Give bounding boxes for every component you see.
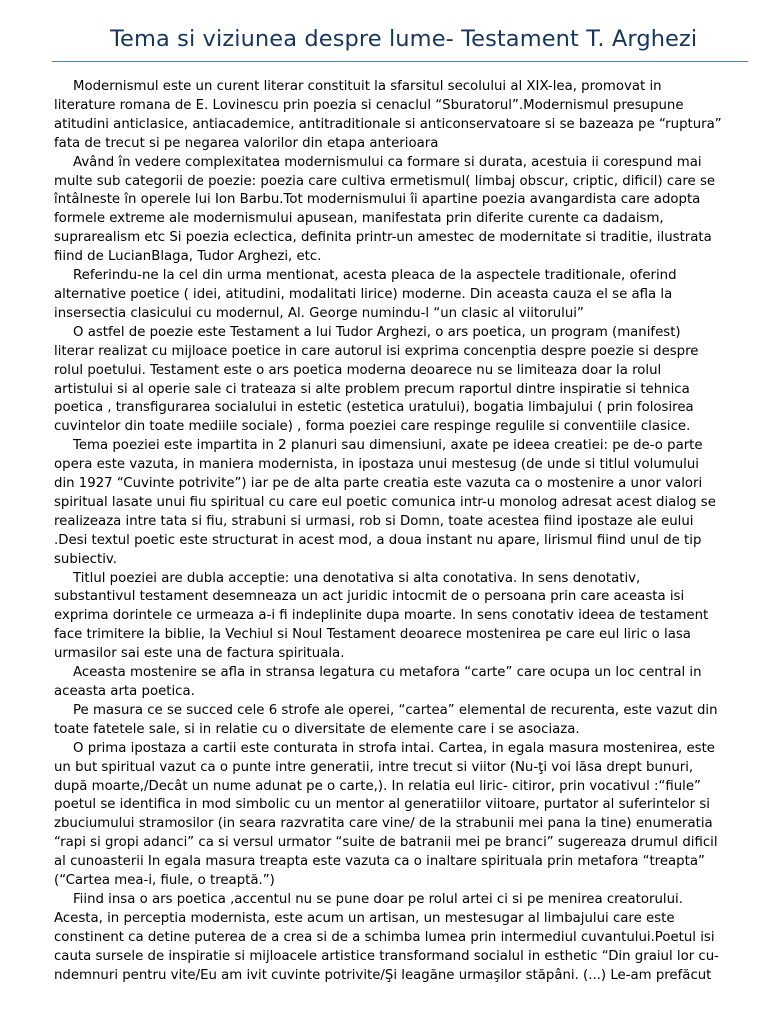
text-line: zbuciumului stramosilor (in seara razvratita care vine/ de la strabunii mei pana la tine) enumeratia [54,816,713,832]
title-divider [52,61,748,62]
text-line: insersectia clasicului cu modernul, Al. George numindu-l “un clasic al viitorului” [54,305,584,321]
text-line: Aceasta mostenire se afla in stransa legatura cu metafora “carte” care ocupa un loc central in [73,665,702,681]
text-line: cuvintelor din toate mediile sociale) , forma poeziei care respinge regulile si conventiile clasice. [54,419,691,435]
text-line: Fiind insa o ars poetica ,accentul nu se pune doar pe rolul artei ci si pe menirea creatorului. [73,891,683,907]
text-line: Pe masura ce se succed cele 6 strofe ale operei, “cartea” elemental de recurenta, este vazut din [73,702,718,718]
text-line: fiind de LucianBlaga, Tudor Arghezi, etc. [54,249,322,265]
text-line: fata de trecut si pe negarea valorilor din etapa anterioara [54,135,439,151]
text-line: din 1927 “Cuvinte potrivite”) iar pe de alta parte creatia este vazuta ca o mostenire a unor valori [54,476,703,492]
text-line: întâlneste în operele lui Ion Barbu.Tot modernismului îi apartine poezia avangardista care adopta [54,192,701,208]
text-line: Modernismul este un curent literar constituit la sfarsitul secolului al XIX-lea, promovat in [73,79,662,94]
paragraph [54,570,754,665]
text-line: formele extreme ale modernismului apusean, manifestata prin diferite curente ca dadaism, [54,211,664,227]
text-line: subiectiv. [54,551,117,567]
paragraph [54,78,754,154]
text-line: artistului si al operie sale ci trateaza si alte problem precum raportul dintre inspiratie si tehnica [54,381,690,397]
text-line: literature romana de E. Lovinescu prin poezia si cenaclul “Sburatorul”.Modernismul presupune [54,97,684,113]
text-line: constinent ca detine puterea de a crea si de a schimba lumea prin intermediul cuvantului.Poetul isi [54,929,715,945]
text-line: rolul poetului. Testament este o ars poetica moderna deoarece nu se limiteaza doar la rolul [54,362,662,378]
text-line: substantivul testament desemneaza un act juridic intocmit de o persoana prin care aceasta isi [54,589,685,605]
paragraph [54,702,754,740]
text-line: .Desi textul poetic este structurat in acest mod, a doua instant nu apare, lirismul fiind unul de tip [54,532,702,548]
paragraph [54,154,754,267]
text-line: O astfel de poezie este Testament a lui Tudor Arghezi, o ars poetica, un program (manifest) [73,324,681,340]
text-line: un but spiritual vazut ca o punte intre generatii, intre trecut si viitor (Nu-ţi voi lăsa drept bunuri, [54,759,694,775]
paragraph [54,437,754,569]
text-line: toate fatetele sale, si in relatie cu o diversitate de elemente care i se asociaza. [54,721,580,737]
text-line: alternative poetice ( idei, atitudini, modalitati lirice) moderne. Din aceasta cauza el se afla la [54,286,673,302]
text-line: ndemnuri pentru vite/Eu am ivit cuvinte potrivite/Şi leagăne urmaşilor stăpâni. (...) Le-am prefăcut [54,967,712,983]
text-line: poetica , transfigurarea socialului in estetic (estetica uratului), bogatia limbajului ( prin folosirea [54,400,694,416]
text-line: Având în vedere complexitatea modernismului ca formare si durata, acestuia ii corespund mai [73,154,702,170]
text-line: (“Cartea mea-i, fiule, o treaptă.”) [54,873,275,889]
text-line: realizeaza intre tata si fiu, strabuni si urmasi, rob si Domn, toate acestea fiind ipostaze ale eului [54,513,694,529]
text-line: cauta sursele de inspiratie si mijloacele artistice transformand socialul in esthetic “Din graiul lor cu- [54,948,719,964]
text-line: O prima ipostaza a cartii este conturata in strofa intai. Cartea, in egala masura mostenirea, este [73,740,715,756]
text-line: Tema poeziei este impartita in 2 planuri sau dimensiuni, axate pe ideea creatiei: pe de-o parte [73,438,703,454]
text-line: spiritual lasate unui fiu spiritual cu care eul poetic comunica intr-u monolog adresat acest dialog se [54,494,716,510]
text-line: suprarealism etc Si poezia eclectica, definita printr-un amestec de modernitate si traditie, ilustrata [54,230,712,246]
text-line: atitudini anticlasice, antiacademice, antitraditionale si anticonservatoare si se bazeaza pe “ruptura” [54,116,722,132]
text-line: aceasta arta poetica. [54,684,195,699]
text-line: al cunoasterii In egala masura treapta este vazuta ca o inaltare spirituala prin metafora “treapta” [54,854,705,870]
text-line: “rapi si gropi adanci” ca si versul urmator “suite de batranii mei pe branci” sugereaza drumul dificil [54,835,718,851]
text-line: face trimitere la biblie, la Vechiul si Noul Testament deoarece mostenirea pe care eul liric o lasa [54,627,691,643]
text-line: opera este vazuta, in maniera modernista, in ipostaza unui mestesug (de unde si titlul volumului [54,457,699,473]
text-line: urmasilor sai este una de factura spirituala. [54,646,345,662]
paragraph [54,891,754,986]
text-line: poetul se identifica in mod simbolic cu un mentor al generatiilor viitoare, purtator al suferintelor si [54,797,710,813]
text-line: multe sub categorii de poezie: poezia care cultiva ermetismul( limbaj obscur, criptic, dificil) care se [54,173,716,189]
text-line: Acesta, in perceptia modernista, este acum un artisan, un mestesugar al limbajului care este [54,910,675,926]
document-body [54,78,754,986]
paragraph [54,740,754,891]
text-line: după moarte,/Decât un nume adunat pe o carte,). In relatia eul liric- citiror, prin vocativul :“fiule” [54,778,701,794]
paragraph [54,324,754,437]
text-line: exprima dorintele ce urmeaza a-i fi indeplinite dupa moarte. In sens conotativ ideea de testament [54,608,709,624]
paragraph [54,664,754,702]
text-line: Titlul poeziei are dubla acceptie: una denotativa si alta conotativa. In sens denotativ, [73,570,641,586]
text-line: Referindu-ne la cel din urma mentionat, acesta pleaca de la aspectele traditionale, oferind [73,268,677,284]
page-title: Tema si viziunea despre lume- Testament T. Arghezi [110,26,698,52]
text-line: literar realizat cu mijloace poetice in care autorul isi exprima concenptia despre poezie si despre [54,343,699,359]
paragraph [54,267,754,324]
